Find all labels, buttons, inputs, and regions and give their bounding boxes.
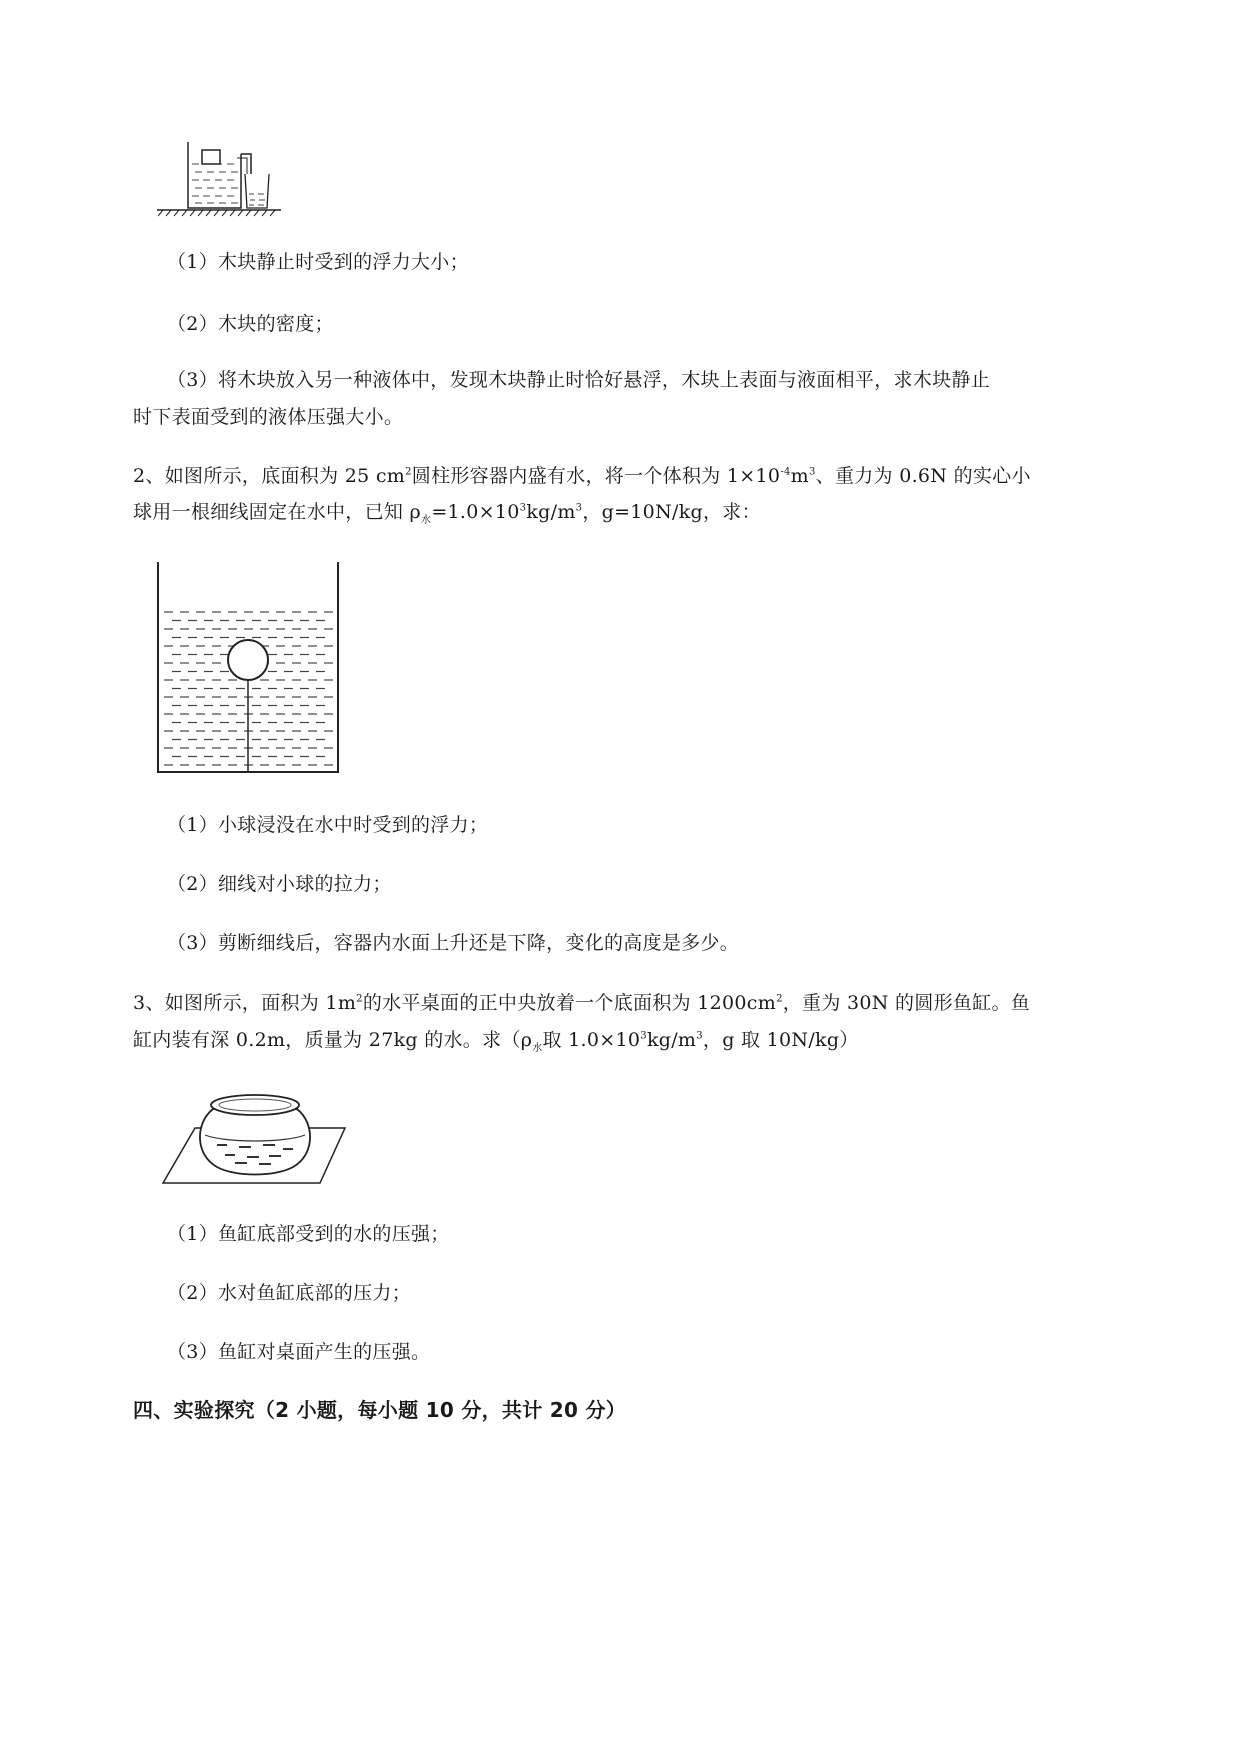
q3-stem2-sup1: 3 <box>640 1030 647 1042</box>
q3-stem-text-c: ，重为 30N 的圆形鱼缸。鱼 <box>782 992 1031 1014</box>
q2-stem-line2 <box>133 499 761 525</box>
q2-stem-line1 <box>133 463 1031 489</box>
q2-stem2-text-c: kg/m <box>526 501 576 523</box>
q2-stem-text-d: 、重力为 0.6N 的实心小 <box>815 465 1031 487</box>
q2-stem-text-b: 圆柱形容器内盛有水，将一个体积为 1×10 <box>411 465 781 487</box>
q1-sub3-line1: （3）将木块放入另一种液体中，发现木块静止时恰好悬浮，木块上表面与液面相平，求木块静止 <box>167 369 990 391</box>
q3-stem2-text-b: 取 1.0×10 <box>542 1029 641 1051</box>
q2-stem-sup1: 2 <box>405 466 412 478</box>
q2-stem-text-a: 2、如图所示，底面积为 25 cm <box>133 465 406 487</box>
q3-stem2-sup2: 3 <box>696 1030 703 1042</box>
q2-stem2-sup1: 3 <box>519 502 527 514</box>
q3-stem-sup1: 2 <box>356 993 363 1005</box>
q2-stem-sup3: 3 <box>808 466 816 478</box>
q3-sub3: （3）鱼缸对桌面产生的压强。 <box>167 1341 431 1363</box>
q2-stem-sup2: -4 <box>780 466 791 478</box>
section4-heading: 四、实验探究（2 小题，每小题 10 分，共计 20 分） <box>133 1398 627 1422</box>
q2-stem-text-c: m <box>790 465 809 487</box>
q3-stem-line2 <box>133 1027 859 1053</box>
q3-stem-text-b: 的水平桌面的正中央放着一个底面积为 1200cm <box>362 992 777 1014</box>
q1-sub3-line2: 时下表面受到的液体压强大小。 <box>133 406 404 428</box>
q3-stem2-sub: 水 <box>532 1042 543 1054</box>
q3-stem-line1 <box>133 990 1030 1016</box>
q2-sub2: （2）细线对小球的拉力； <box>167 873 392 895</box>
q2-sub1: （1）小球浸没在水中时受到的浮力； <box>167 814 489 836</box>
q3-stem2-text-a: 缸内装有深 0.2m，质量为 27kg 的水。求（ρ <box>133 1029 533 1051</box>
q3-stem-text-a: 3、如图所示，面积为 1m <box>133 992 357 1014</box>
q2-stem2-sub: 水 <box>421 514 432 526</box>
q2-stem2-text-a: 球用一根细线固定在水中，已知 ρ <box>133 501 422 523</box>
q2-stem2-sup2: 3 <box>575 502 583 514</box>
q3-stem2-text-c: kg/m <box>646 1029 697 1051</box>
q1-sub1: （1）木块静止时受到的浮力大小； <box>167 251 469 273</box>
figure-ball-in-water <box>154 560 344 775</box>
figure-fish-tank <box>155 1083 355 1188</box>
q3-sub2: （2）水对鱼缸底部的压力； <box>167 1282 411 1304</box>
q3-stem-sup2: 2 <box>776 993 783 1005</box>
q2-stem2-text-d: ，g=10N/kg，求： <box>582 501 761 523</box>
q2-sub3: （3）剪断细线后，容器内水面上升还是下降，变化的高度是多少。 <box>167 932 740 954</box>
figure-overflow-container <box>155 138 285 218</box>
q1-sub2: （2）木块的密度； <box>167 313 334 335</box>
q2-stem2-text-b: =1.0×10 <box>431 501 520 523</box>
q3-stem2-text-d: ，g 取 10N/kg） <box>702 1029 859 1051</box>
q3-sub1: （1）鱼缸底部受到的水的压强； <box>167 1223 450 1245</box>
